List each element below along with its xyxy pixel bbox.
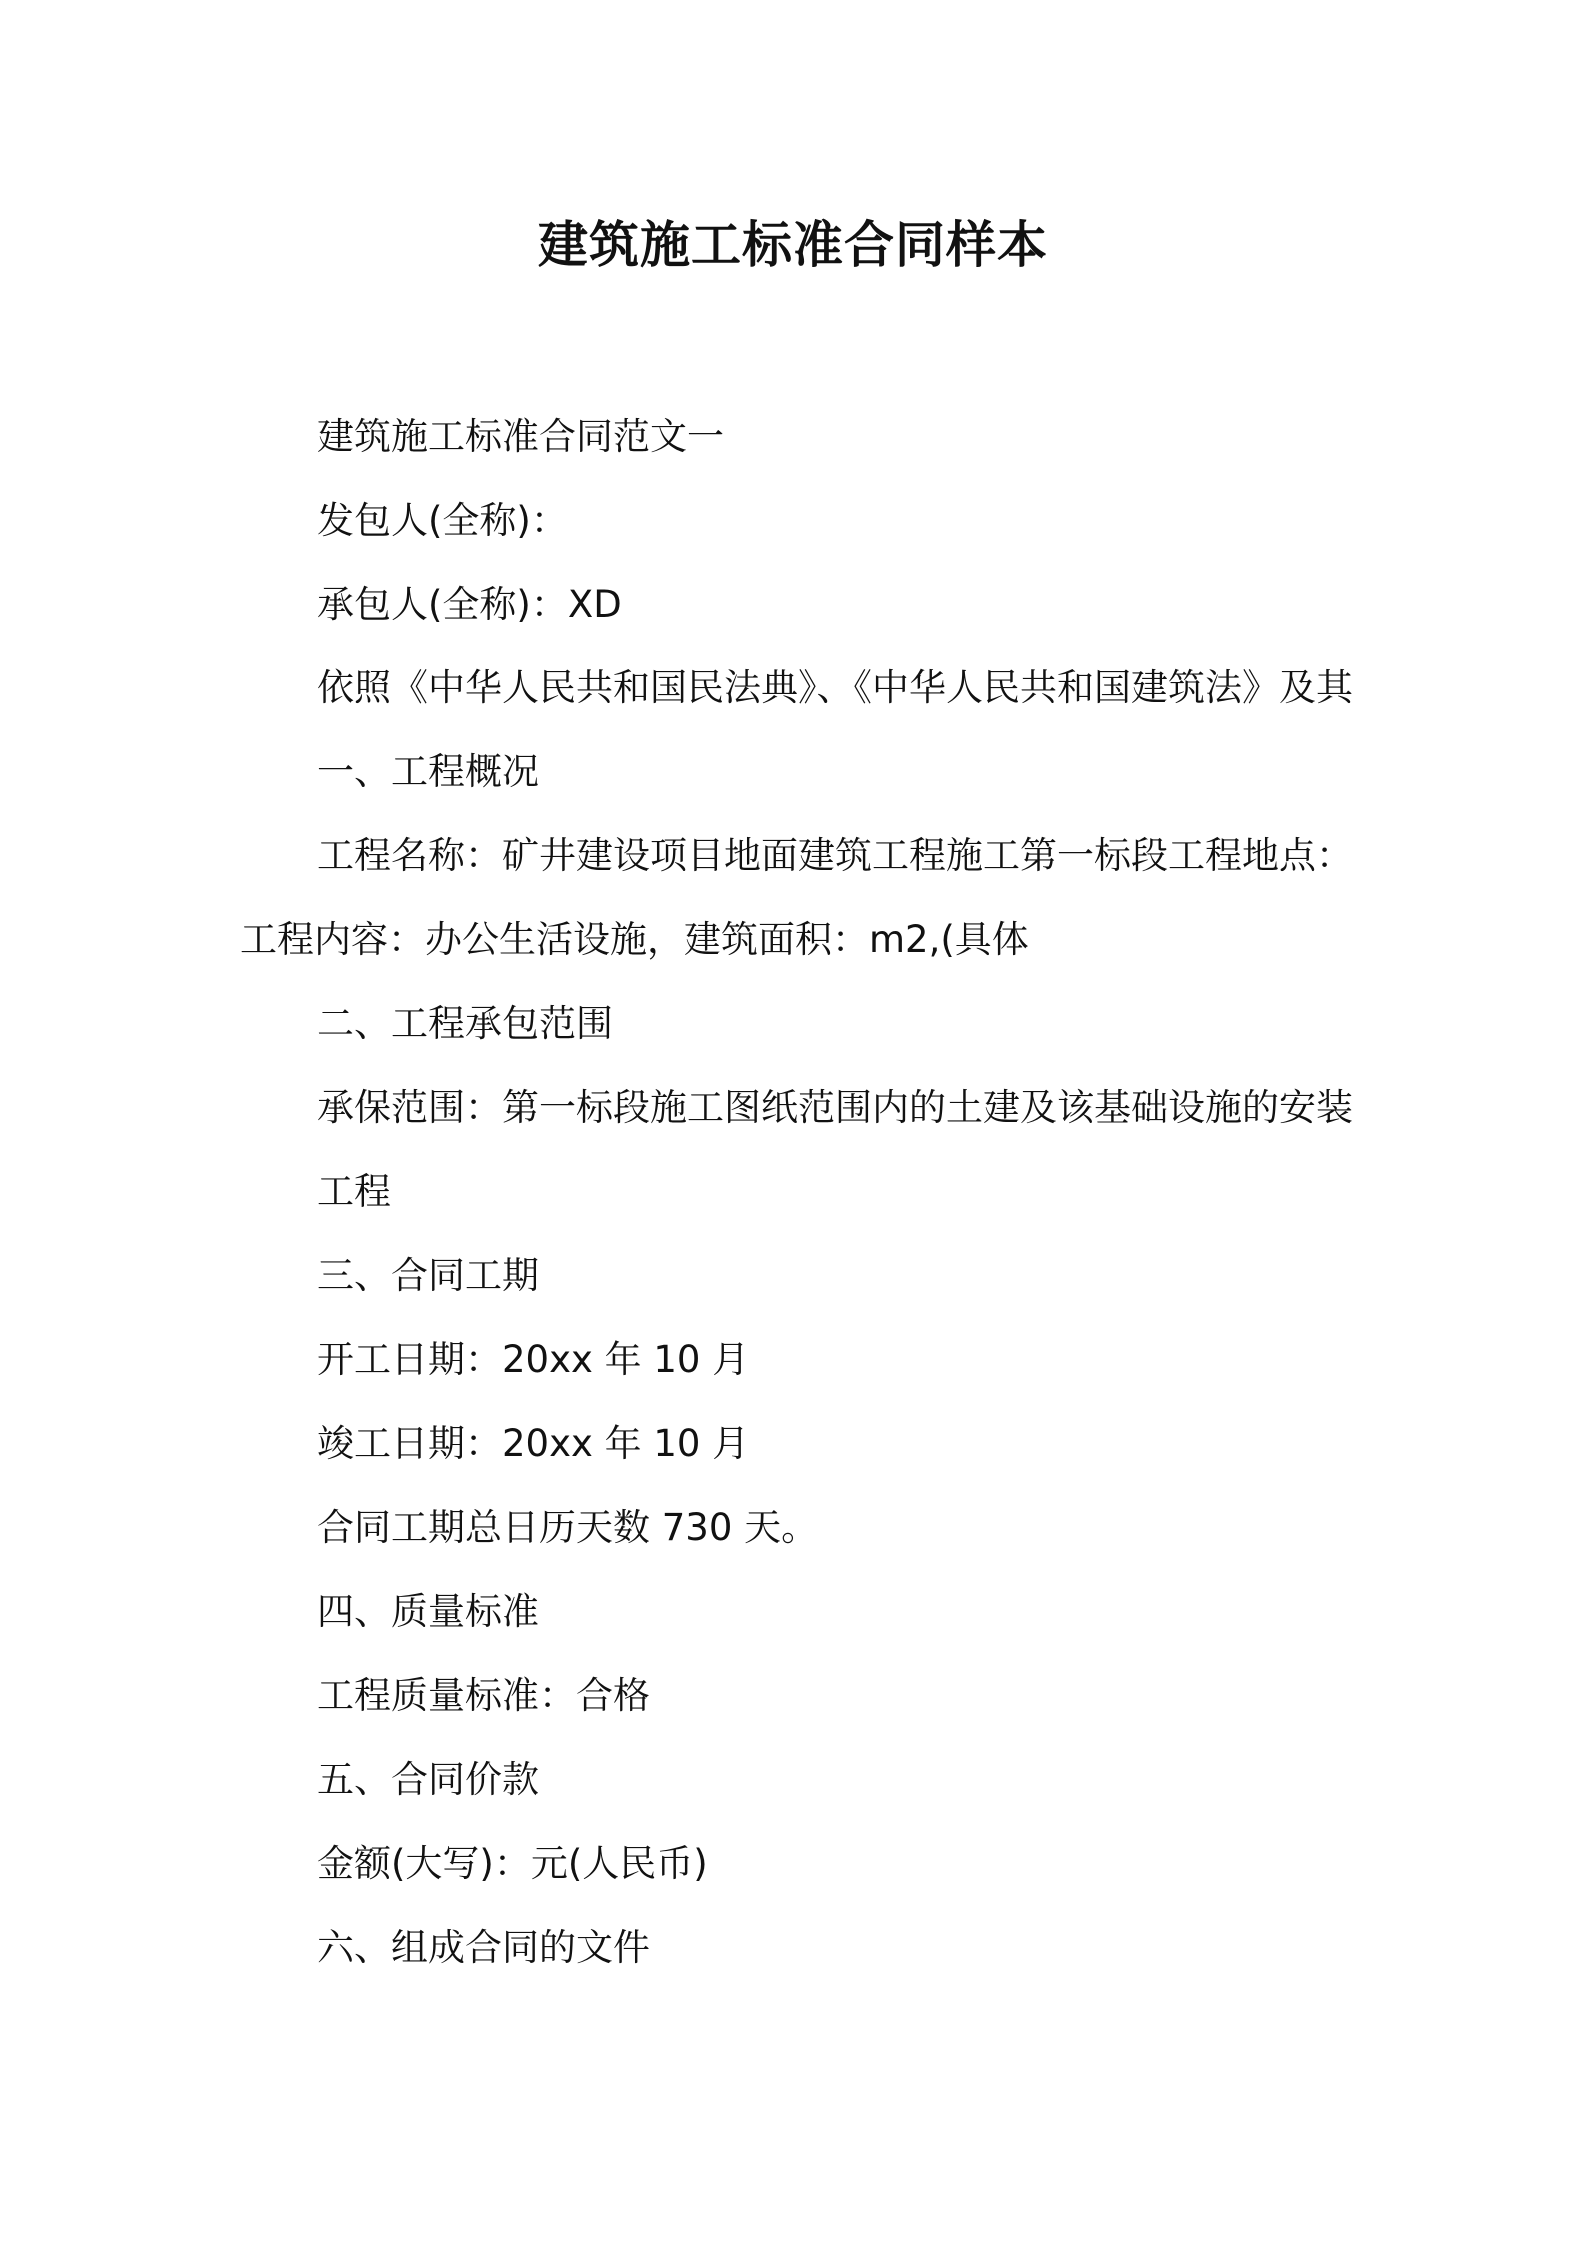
line-subtitle: 建筑施工标准合同范文一 [317,415,724,458]
line-project-content: 工程内容：办公生活设施，建筑面积：m2,(具体 [240,918,1029,961]
section-heading-scope: 二、工程承包范围 [317,1002,613,1045]
line-total-days: 合同工期总日历天数 730 天。 [317,1506,819,1549]
section-heading-duration: 三、合同工期 [317,1254,539,1297]
line-scope-detail: 承保范围：第一标段施工图纸范围内的土建及该基础设施的安装 [317,1086,1353,1129]
line-amount: 金额(大写)：元(人民币) [317,1842,708,1885]
line-project-name: 工程名称：矿井建设项目地面建筑工程施工第一标段工程地点： [317,834,1353,877]
line-quality-standard: 工程质量标准：合格 [317,1674,650,1717]
section-heading-price: 五、合同价款 [317,1758,539,1801]
section-heading-quality: 四、质量标准 [317,1590,539,1633]
line-completion-date: 竣工日期：20xx 年 10 月 [317,1422,750,1465]
line-legal-basis: 依照《中华人民共和国民法典》、《中华人民共和国建筑法》及其 [317,666,1353,709]
line-scope-continuation: 工程 [317,1170,391,1213]
document-title: 建筑施工标准合同样本 [538,216,1048,274]
line-start-date: 开工日期：20xx 年 10 月 [317,1338,750,1381]
section-heading-documents: 六、组成合同的文件 [317,1926,650,1969]
line-employer: 发包人(全称)： [317,499,568,542]
section-heading-overview: 一、工程概况 [317,750,539,793]
line-contractor: 承包人(全称)：XD [317,583,622,626]
